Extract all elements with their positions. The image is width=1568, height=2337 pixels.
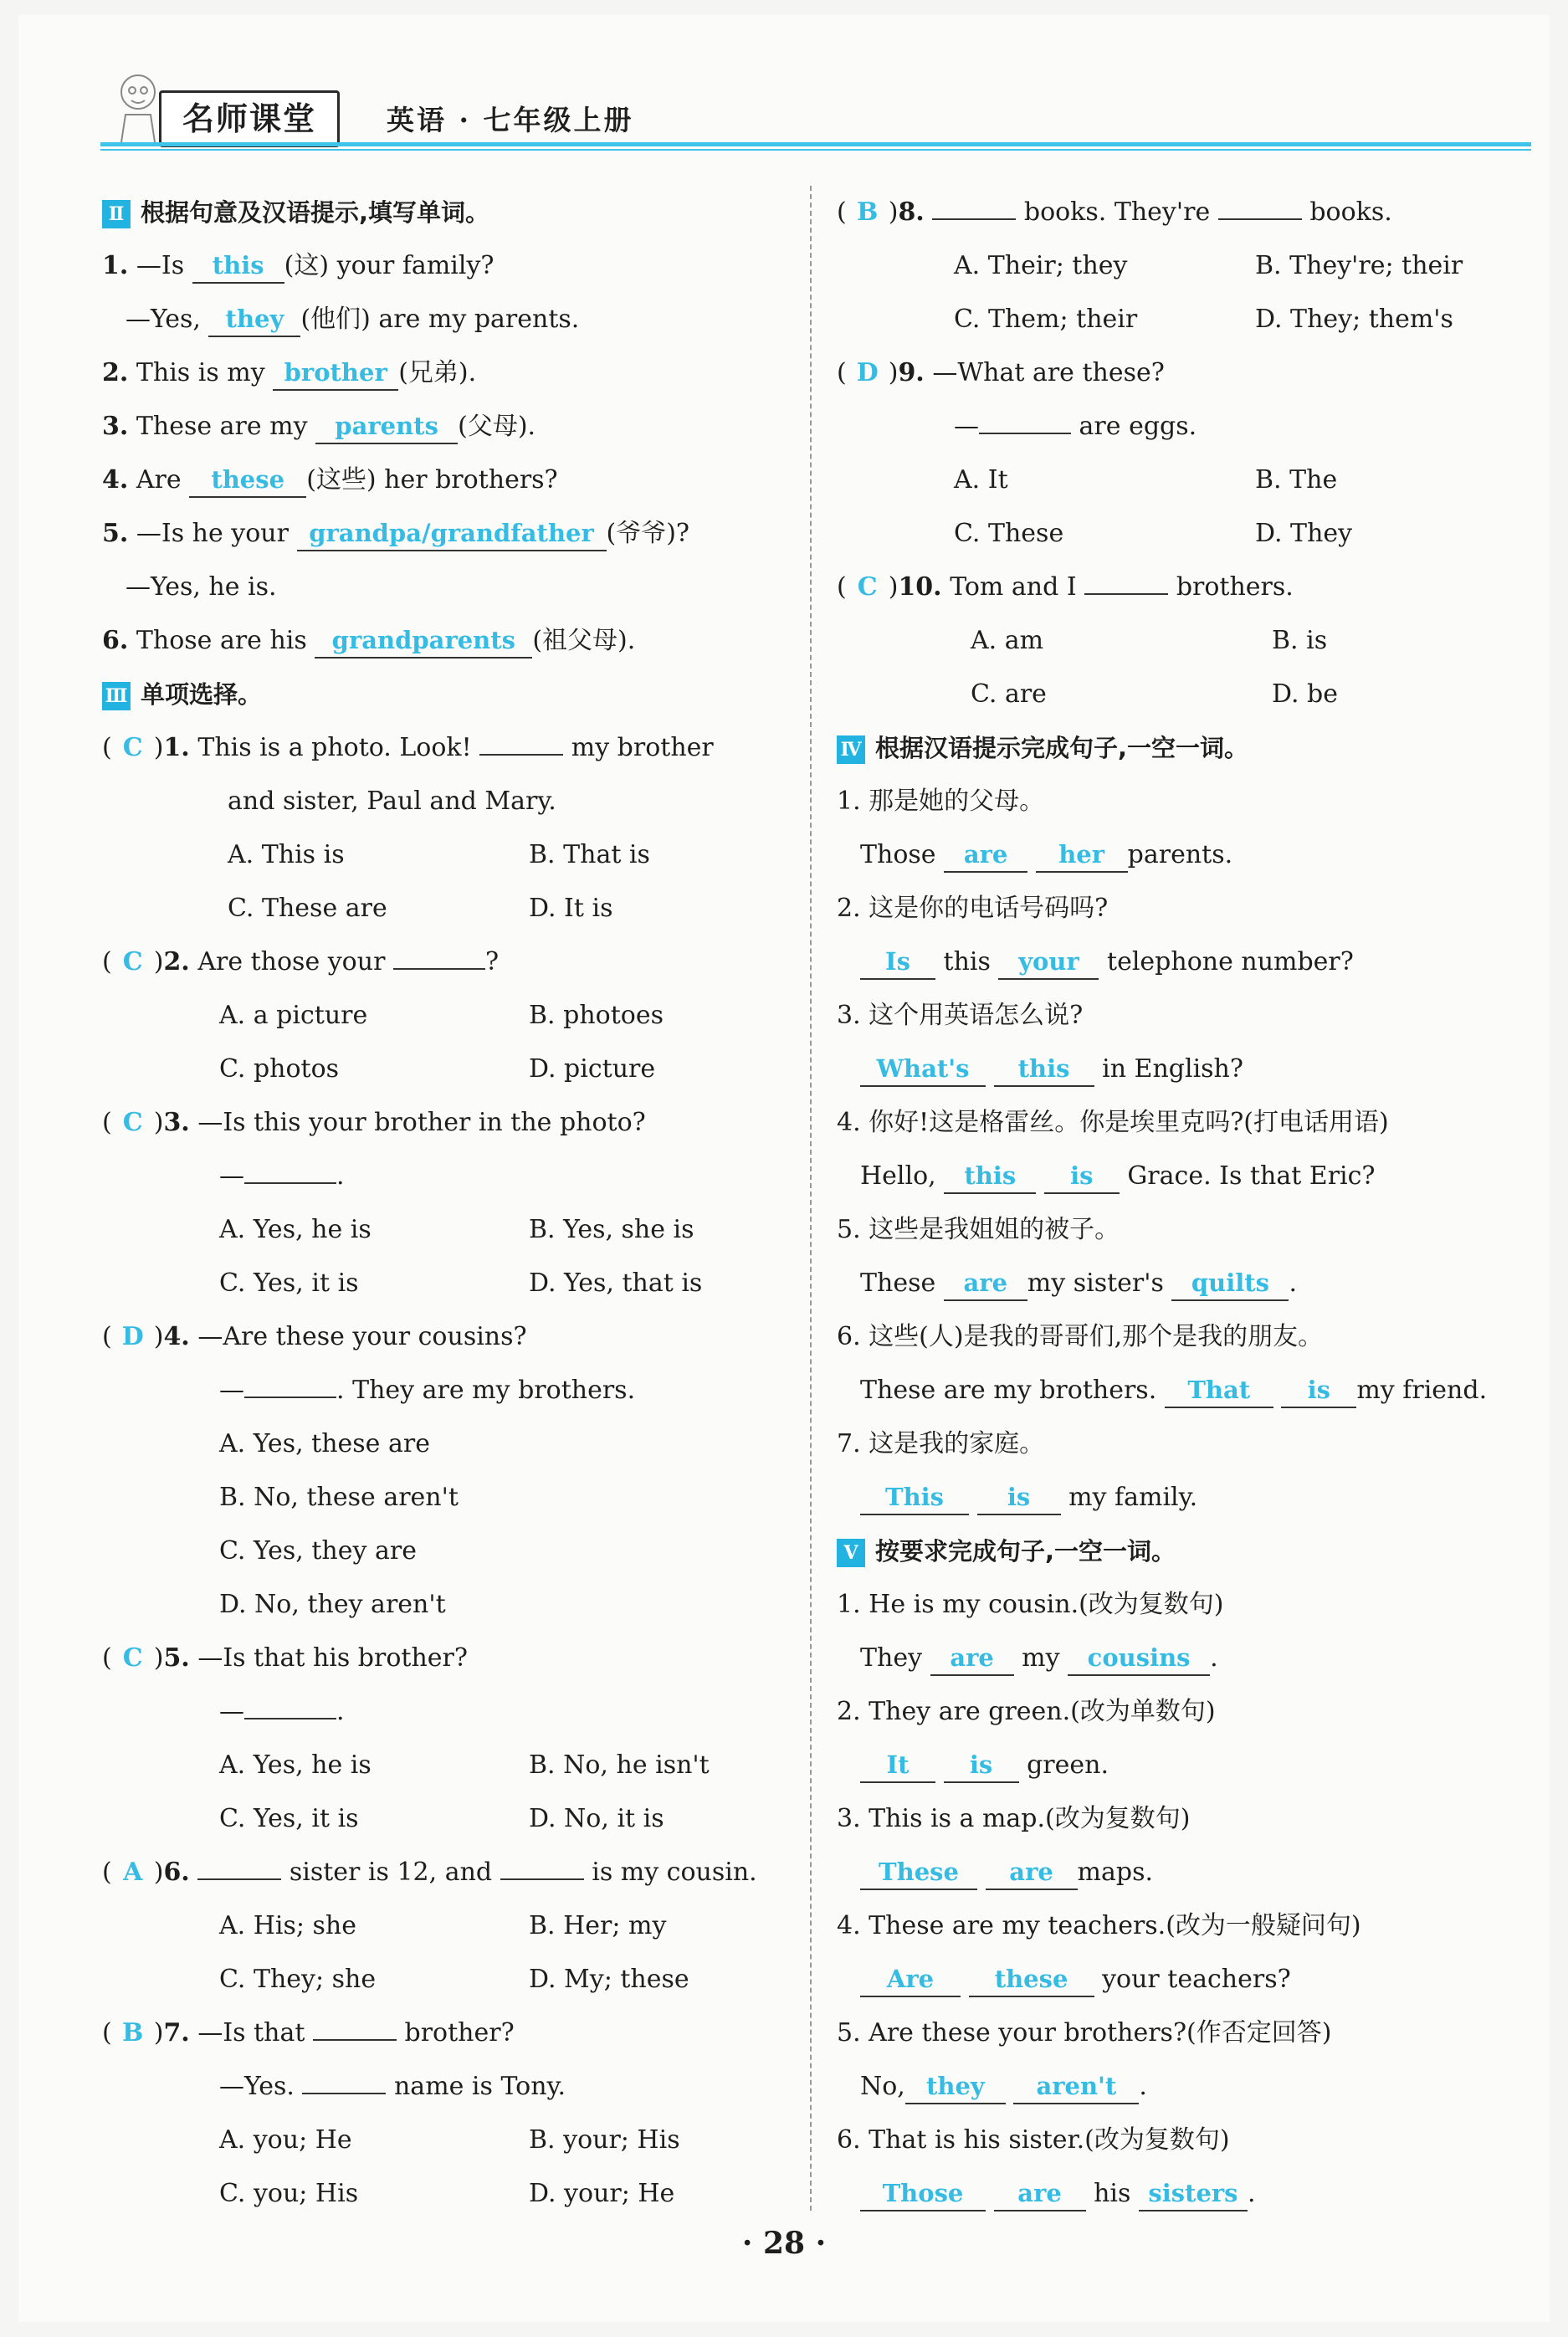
answer-blank: they: [208, 302, 300, 337]
mcq-6: ( A )6. sister is 12, and is my cousin.: [102, 1846, 797, 1899]
answer-blank: are: [994, 2176, 1086, 2211]
answer-blank: this: [994, 1052, 1094, 1087]
answer-blank: That: [1165, 1373, 1273, 1408]
answer-blank: brother: [273, 356, 398, 391]
mcq-4: ( D )4. —Are these your cousins?: [102, 1310, 797, 1364]
answer-blank: are: [944, 838, 1027, 873]
answer-blank: your: [998, 945, 1099, 980]
header-rule-thin: [100, 149, 1531, 151]
mcq-1: ( C )1. This is a photo. Look! my brother: [102, 721, 797, 775]
choice-answer: D: [121, 1322, 144, 1351]
answer-blank: grandparents: [315, 623, 532, 659]
answer-blank: Those: [860, 2176, 986, 2211]
sec2-item-1: 1. —Is this (这) your family?: [102, 239, 797, 293]
answer-blank: these: [189, 463, 306, 498]
mcq-3: ( C )3. —Is this your brother in the photo?: [102, 1096, 797, 1150]
choice-answer: C: [857, 572, 878, 602]
answer-blank: this: [944, 1159, 1036, 1194]
answer-blank: these: [969, 1962, 1094, 1997]
answer-blank: is: [1281, 1373, 1356, 1408]
brand-title: 名师课堂: [159, 90, 340, 147]
choice-answer: C: [122, 1108, 143, 1137]
sec2-item-5b: —Yes, he is.: [126, 572, 277, 602]
sec2-item-1b: —Yes, they (他们) are my parents.: [102, 293, 797, 346]
answer-blank: they: [905, 2069, 1006, 2104]
header-rule: [100, 142, 1531, 146]
answer-blank: parents: [315, 409, 458, 444]
sec2-item-6: 6. Those are his grandparents (祖父母).: [102, 614, 797, 668]
answer-blank: this: [192, 249, 284, 284]
answer-blank: These: [860, 1855, 977, 1890]
right-column: ( B )8. books. They're books. A. Their; they B. They're; their C. Them; their D. They; them's ( D )9. —What are these? — are eggs. A. It B. The C. These D. They ( C )10. Tom and I brothers. A. am B. is C. are D. be Ⅳ 根据汉语提示完成句子,一空一词。 1. 那是她的父母。 Those are her parents. 2. 这是你的电话号码吗? Is this your telephone number? 3. 这个用英语怎么说? What's this in English? 4. 你好!这是格雷丝。你是埃里克吗?(打电话用语) Hello, this is Grace. Is that Eric? 5. 这些是我姐姐的被子。 These are my sister's quilts . 6. 这些(人)是我的哥哥们,那个是我的朋友。 These are my brothers. That is my friend. 7. 这是我的家庭。 This is my family. Ⅴ 按要求完成句子,一空一词。 1. He is my cousin.(改为复数句) They are my cousins . 2. They are green.(改为单数句) It is green. 3. This is a map.(改为复数句) These are maps. 4. These are my teachers.(改为一般疑问句) Are these your teachers? 5. Are these your brothers?(作否定回答) No, they aren't . 6. That is his sister.(改为复数句) Those are his sisters .: [837, 186, 1523, 2221]
column-divider: [810, 186, 812, 2211]
answer-blank: is: [977, 1480, 1061, 1515]
choice-answer: D: [856, 358, 879, 387]
section-4-heading: Ⅳ 根据汉语提示完成句子,一空一词。: [837, 721, 1523, 775]
answer-blank: are: [986, 1855, 1078, 1890]
answer-blank: grandpa/grandfather: [297, 516, 607, 551]
answer-blank: This: [860, 1480, 969, 1515]
choice-answer: C: [122, 947, 143, 976]
mcq-10: ( C )10. Tom and I brothers.: [837, 561, 1523, 614]
answer-blank: her: [1036, 838, 1128, 873]
answer-blank: Are: [860, 1962, 961, 1997]
mcq-9: ( D )9. —What are these?: [837, 346, 1523, 400]
answer-blank: sisters: [1139, 2176, 1248, 2211]
mcq-2: ( C )2. Are those your ?: [102, 935, 797, 989]
choice-answer: C: [122, 733, 143, 762]
answer-blank: is: [944, 1748, 1019, 1783]
choice-answer: A: [123, 1858, 143, 1887]
choice-answer: C: [122, 1643, 143, 1673]
answer-blank: aren't: [1013, 2069, 1139, 2104]
section-3-heading: Ⅲ 单项选择。: [102, 668, 797, 721]
subject-title: 英语 · 七年级上册: [387, 104, 634, 136]
answer-blank: What's: [860, 1052, 986, 1087]
answer-blank: is: [1044, 1159, 1120, 1194]
section-2-heading: Ⅱ 根据句意及汉语提示,填写单词。: [102, 186, 797, 239]
left-column: Ⅱ 根据句意及汉语提示,填写单词。 1. —Is this (这) your family? —Yes, they (他们) are my parents. 2. This is my brother (兄弟). 3. These are my parents (父母). 4. Are these (这些) her brothers? 5. —Is he your grandpa/grandfather (爷爷)? —Yes, he is. 6. Those are his grandparents (祖父母). Ⅲ 单项选择。 ( C )1. This is a photo. Look! my brother and sister, Paul and Mary. A. This is B. That is C. These are D. It is ( C )2. Are those your ? A. a picture B. photoes C. photos D. picture ( C )3. —Is this your brother in the photo? — . A. Yes, he is B. Yes, she is C. Yes, it is D. Yes, that is ( D )4. —Are these your cousins? — . They are my brothers. A. Yes, these are B. No, these aren't C. Yes, they are D. No, they aren't ( C )5. —Is that his brother? — . A. Yes, he is B. No, he isn't C. Yes, it is D. No, it is ( A )6. sister is 12, and is my cousin. A. His; she B. Her; my C. They; she D. My; these ( B )7. —Is that brother? —Yes. name is Tony. A. you; He B. your; His C. you; His D. your; He: [102, 186, 797, 2221]
mcq-5: ( C )5. —Is that his brother?: [102, 1632, 797, 1685]
answer-blank: quilts: [1171, 1266, 1289, 1301]
section-5-heading: Ⅴ 按要求完成句子,一空一词。: [837, 1525, 1523, 1578]
answer-blank: It: [860, 1748, 935, 1783]
sec2-item-2: 2. This is my brother (兄弟).: [102, 346, 797, 400]
mcq-8: ( B )8. books. They're books.: [837, 186, 1523, 239]
sec2-item-5: 5. —Is he your grandpa/grandfather (爷爷)?: [102, 507, 797, 561]
sec2-item-3: 3. These are my parents (父母).: [102, 400, 797, 454]
sec2-item-4: 4. Are these (这些) her brothers?: [102, 454, 797, 507]
choice-answer: B: [122, 2018, 144, 2047]
mcq-7: ( B )7. —Is that brother?: [102, 2006, 797, 2060]
answer-blank: cousins: [1068, 1641, 1210, 1676]
page-number: · 28 ·: [741, 2226, 827, 2261]
answer-blank: are: [944, 1266, 1027, 1301]
answer-blank: are: [930, 1641, 1014, 1676]
choice-answer: B: [857, 197, 879, 227]
answer-blank: Is: [860, 945, 935, 980]
